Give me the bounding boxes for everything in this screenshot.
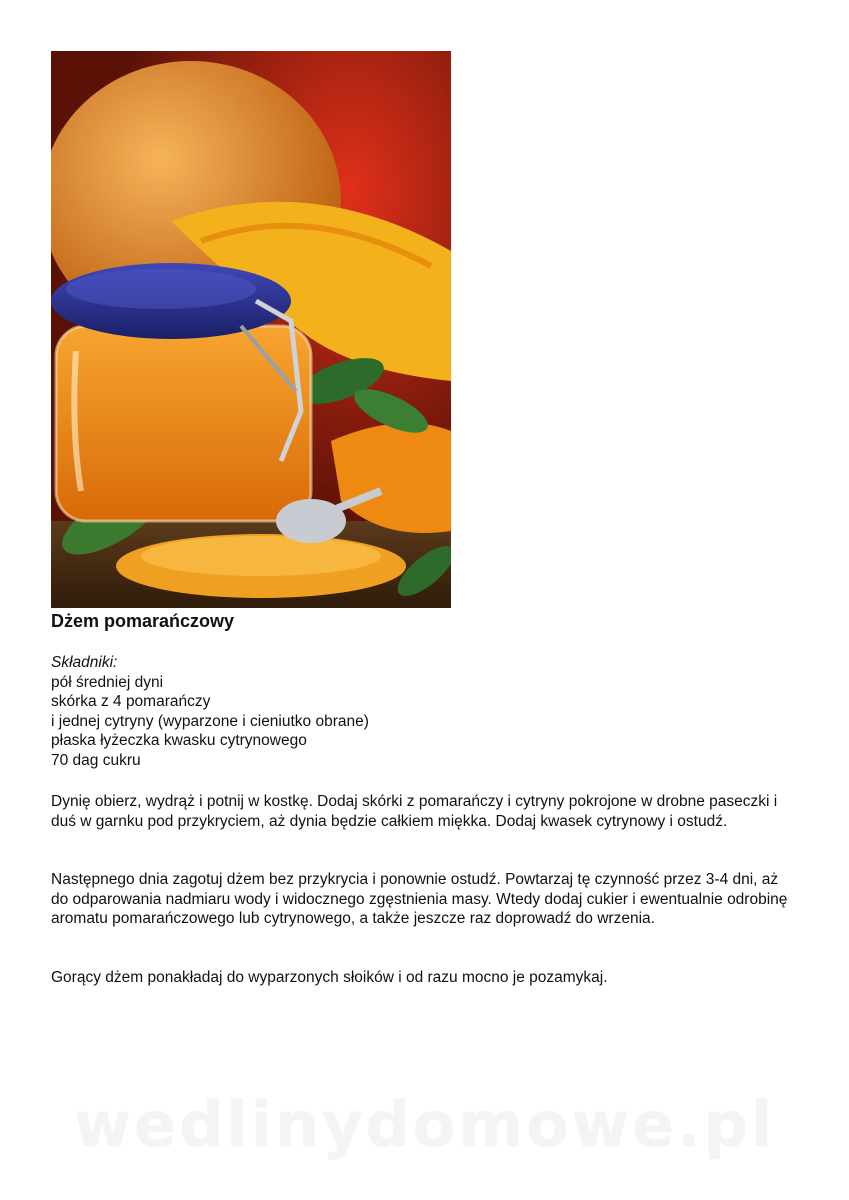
jar-body-shape [56,326,311,521]
ingredient-item: pół średniej dyni [51,673,164,691]
ingredients-label: Składniki: [51,654,118,671]
instructions-step-2: Następnego dnia zagotuj dżem bez przykrycia i ponownie ostudź. Powtarzaj tę czynność przez 3-4 dni, aż do odparowania nadmiaru wody i widocznego zgęstnienia masy. Wtedy dodaj cukier i ewentualnie odrobinę aromatu pomarańczowego lub cytrynowego, a także jeszcze raz doprowadź do wrzenia. [51,871,788,927]
recipe-photo [51,51,451,608]
ingredient-item: skórka z 4 pomarańczy [51,693,211,710]
instructions-step-3: Gorący dżem ponakładaj do wyparzonych słoików i od razu mocno je pozamykaj. [51,969,608,986]
site-watermark: wedlinydomowe.pl [73,1088,776,1161]
ingredient-item: płaska łyżeczka kwasku cytrynowego [51,732,307,749]
instructions-step-1: Dynię obierz, wydrąż i potnij w kostkę. Dodaj skórki z pomarańczy i cytryny pokrojone w drobne paseczki i duś w garnku pod przykryciem, aż dynia będzie całkiem miękka. Dodaj kwasek cytrynowy i ostudź. [51,793,778,830]
ingredient-item: 70 dag cukru [51,751,141,769]
jam-jar-illustration [51,51,451,608]
ingredient-item: i jednej cytryny (wyparzone i cieniutko obrane) [51,712,369,730]
ingredients-section [51,653,369,770]
recipe-title: Dżem pomarańczowy [51,611,235,631]
